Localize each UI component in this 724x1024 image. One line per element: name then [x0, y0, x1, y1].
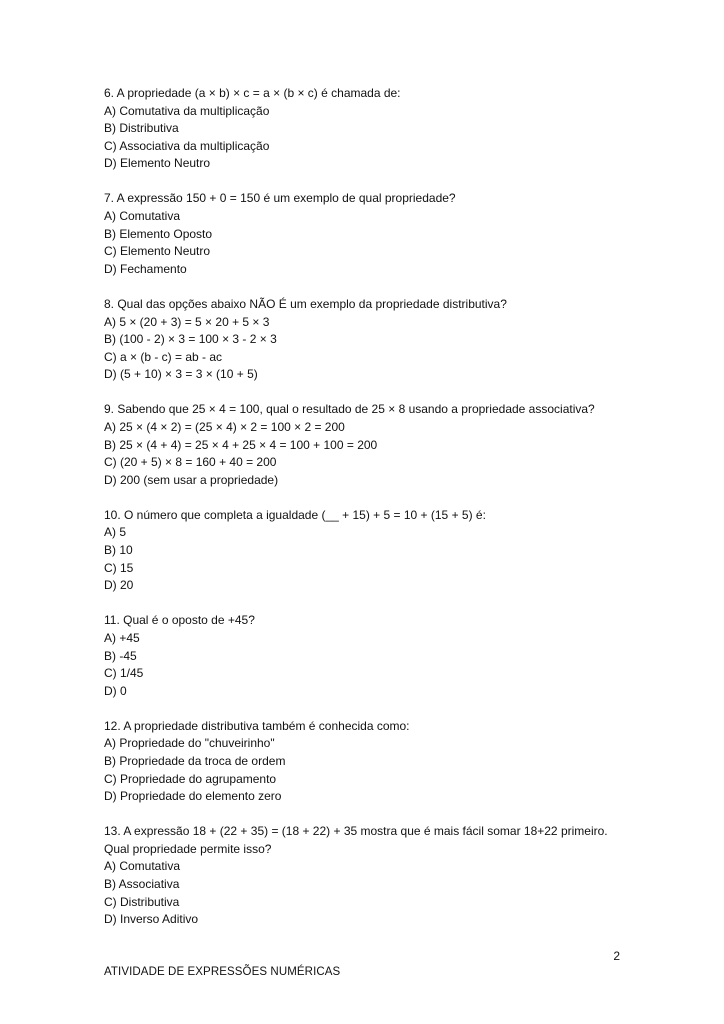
option-c: C) 1/45 — [104, 666, 144, 681]
option-c: C) (20 + 5) × 8 = 160 + 40 = 200 — [104, 455, 277, 470]
option-d: D) 20 — [104, 578, 134, 593]
option-d: D) Fechamento — [104, 261, 187, 276]
option-d: D) 200 (sem usar a propriedade) — [104, 472, 279, 487]
option-b: B) Associativa — [104, 877, 180, 892]
question-prompt: 12. A propriedade distributiva também é conhecida como: — [104, 718, 410, 733]
option-a: A) 5 — [104, 525, 127, 540]
question-prompt: 7. A expressão 150 + 0 = 150 é um exemplo de qual propriedade? — [104, 191, 456, 206]
question-prompt: 6. A propriedade (a × b) × c = a × (b × c) é chamada de: — [104, 86, 401, 100]
option-b: B) -45 — [104, 648, 137, 663]
question-prompt: 9. Sabendo que 25 × 4 = 100, qual o resultado de 25 × 8 usando a propriedade associativa? — [104, 402, 595, 417]
option-b: B) Distributiva — [104, 121, 179, 136]
option-b: B) (100 - 2) × 3 = 100 × 3 - 2 × 3 — [104, 332, 277, 347]
option-c: C) Elemento Neutro — [104, 244, 211, 259]
option-b: B) 25 × (4 + 4) = 25 × 4 + 25 × 4 = 100 + 100 = 200 — [104, 437, 378, 452]
option-d: D) Propriedade do elemento zero — [104, 789, 282, 804]
question-prompt: 11. Qual é o oposto de +45? — [104, 613, 255, 628]
option-c: C) 15 — [104, 560, 134, 575]
question-12 — [104, 718, 624, 806]
question-8 — [104, 296, 624, 384]
question-prompt-continuation: Qual propriedade permite isso? — [104, 841, 272, 856]
page-footer: ATIVIDADE DE EXPRESSÕES NUMÉRICAS — [104, 966, 341, 978]
option-a: A) Propriedade do "chuveirinho" — [104, 736, 275, 751]
question-10 — [104, 507, 624, 595]
option-a: A) Comutativa da multiplicação — [104, 103, 270, 118]
option-d: D) 0 — [104, 683, 127, 698]
option-c: C) Propriedade do agrupamento — [104, 771, 277, 786]
option-b: B) Elemento Oposto — [104, 226, 213, 241]
question-6 — [104, 85, 624, 173]
option-a: A) Comutativa — [104, 209, 181, 224]
option-d: D) (5 + 10) × 3 = 3 × (10 + 5) — [104, 367, 258, 382]
question-prompt: 8. Qual das opções abaixo NÃO É um exemplo da propriedade distributiva? — [104, 296, 507, 311]
question-11 — [104, 612, 624, 700]
questions-list — [104, 85, 624, 946]
option-c: C) Associativa da multiplicação — [104, 138, 270, 153]
option-a: A) 25 × (4 × 2) = (25 × 4) × 2 = 100 × 2 = 200 — [104, 420, 345, 434]
question-prompt: 13. A expressão 18 + (22 + 35) = (18 + 22) + 35 mostra que é mais fácil somar 18+22 primeiro. — [104, 824, 608, 839]
option-d: D) Inverso Aditivo — [104, 912, 199, 927]
option-a: A) Comutativa — [104, 859, 181, 874]
option-c: C) Distributiva — [104, 894, 180, 909]
question-13 — [104, 823, 624, 929]
option-b: B) 10 — [104, 543, 133, 558]
page-number: 2 — [613, 949, 620, 963]
option-a: A) 5 × (20 + 3) = 5 × 20 + 5 × 3 — [104, 314, 270, 329]
option-d: D) Elemento Neutro — [104, 156, 211, 171]
option-a: A) +45 — [104, 630, 140, 645]
question-9 — [104, 401, 624, 489]
question-prompt: 10. O número que completa a igualdade (__ + 15) + 5 = 10 + (15 + 5) é: — [104, 507, 486, 522]
option-b: B) Propriedade da troca de ordem — [104, 754, 286, 768]
question-7 — [104, 190, 624, 278]
option-c: C) a × (b - c) = ab - ac — [104, 349, 223, 364]
